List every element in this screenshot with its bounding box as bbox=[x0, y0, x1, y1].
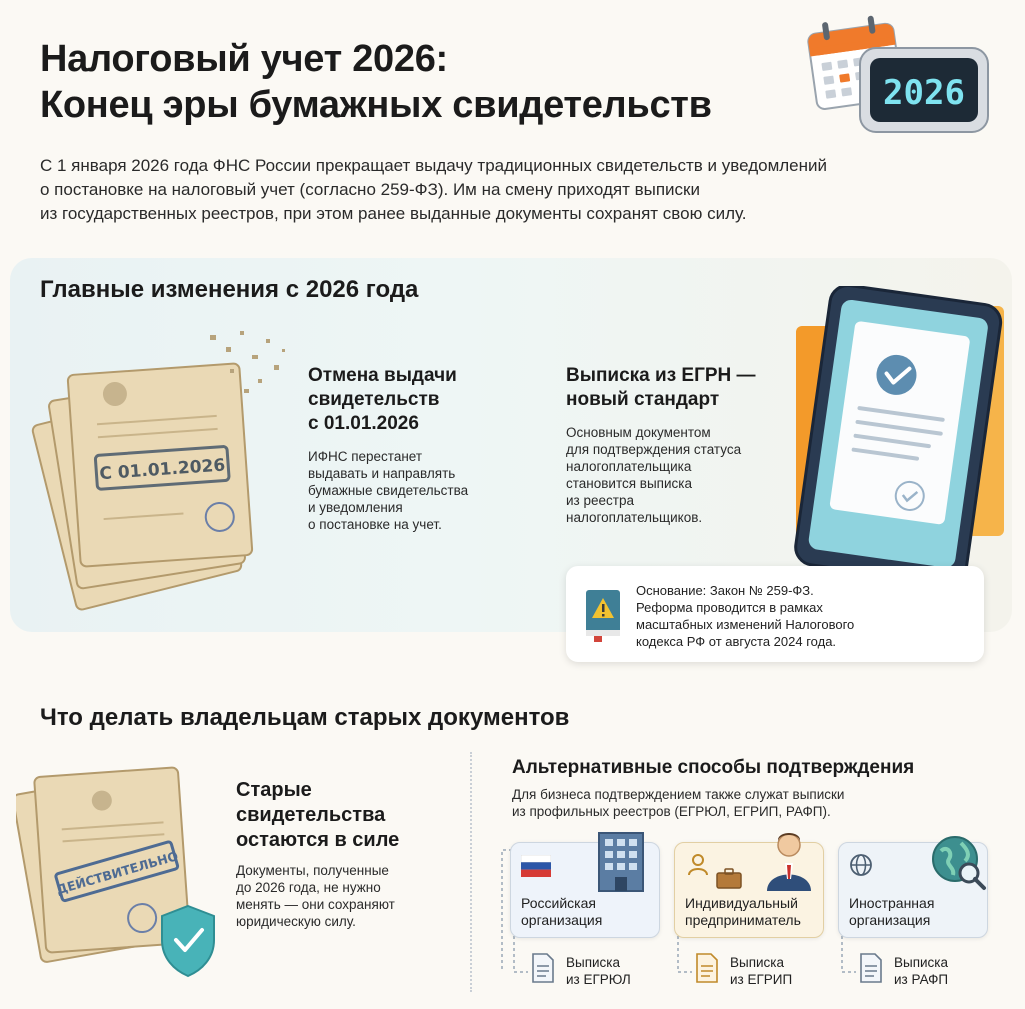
doc-label-rafp: Выписка из РАФП bbox=[894, 955, 949, 987]
law-basis-callout: Основание: Закон № 259-ФЗ. Реформа проводится в рамках масштабных изменений Налогового кодекса РФ от августа 2024 года. bbox=[566, 566, 984, 662]
calendar-clock-icon bbox=[798, 10, 998, 145]
item-cancel-text: ИФНС перестанет выдавать и направлять бумажные свидетельства и уведомления о постановке на учет. bbox=[308, 449, 469, 532]
item-egrn-text: Основным документом для подтверждения статуса налогоплательщика становится выписка из реестра налогоплательщиков. bbox=[566, 425, 742, 525]
document-icon bbox=[694, 952, 720, 984]
businessman-icon bbox=[763, 829, 815, 893]
page-title: Налоговый учет 2026: Конец эры бумажных свидетельств bbox=[40, 38, 712, 126]
paper-certificates-icon bbox=[30, 325, 300, 615]
globe-icon bbox=[929, 833, 987, 891]
old-docs-valid-text: Документы, полученные до 2026 года, не нужно менять — они сохраняют юридическую силу. bbox=[236, 863, 395, 929]
alternatives-title: Альтернативные способы подтверждения bbox=[512, 757, 915, 778]
building-icon bbox=[593, 831, 649, 893]
stamp-date: С 01.01.2026 bbox=[98, 455, 226, 485]
doc-label-egrul: Выписка из ЕГРЮЛ bbox=[566, 955, 631, 987]
section-title-old-docs: Что делать владельцам старых документов bbox=[40, 704, 570, 731]
doc-label-egrip: Выписка из ЕГРИП bbox=[730, 955, 793, 987]
card-russian-org: Российская организация bbox=[510, 842, 660, 938]
small-globe-icon bbox=[849, 853, 873, 877]
alternatives-text: Для бизнеса подтверждением также служат выписки из профильных реестров (ЕГРЮЛ, ЕГРИП, РАФП). bbox=[512, 787, 845, 819]
document-icon bbox=[858, 952, 884, 984]
section-divider bbox=[470, 752, 472, 992]
item-egrn-title: Выписка из ЕГРН — новый стандарт bbox=[566, 365, 756, 410]
document-icon bbox=[530, 952, 556, 984]
briefcase-icon bbox=[715, 867, 743, 889]
clock-display: 2026 bbox=[883, 73, 965, 113]
item-cancel-title: Отмена выдачи свидетельств с 01.01.2026 bbox=[308, 365, 457, 434]
russian-flag-icon bbox=[521, 855, 551, 877]
section-title-changes: Главные изменения с 2026 года bbox=[40, 276, 419, 303]
valid-certificate-icon bbox=[16, 760, 226, 986]
tablet-document-icon bbox=[790, 286, 1010, 596]
intro-text: С 1 января 2026 года ФНС России прекращает выдачу традиционных свидетельств и уведомлений о постановке на налоговый учет (согласно 259-ФЗ). Им на смену приходят выписки из государственных реестров, при этом ранее выданные документы сохранят свою силу. bbox=[40, 156, 828, 223]
person-icon bbox=[687, 853, 709, 877]
old-docs-valid-title: Старые свидетельства остаются в силе bbox=[236, 779, 400, 851]
card-foreign-org: Иностранная организация bbox=[838, 842, 988, 938]
law-book-icon bbox=[580, 586, 626, 642]
stamp-valid: ДЕЙСТВИТЕЛЬНО bbox=[54, 848, 180, 898]
card-entrepreneur: Индивидуальный предприниматель bbox=[674, 842, 824, 938]
